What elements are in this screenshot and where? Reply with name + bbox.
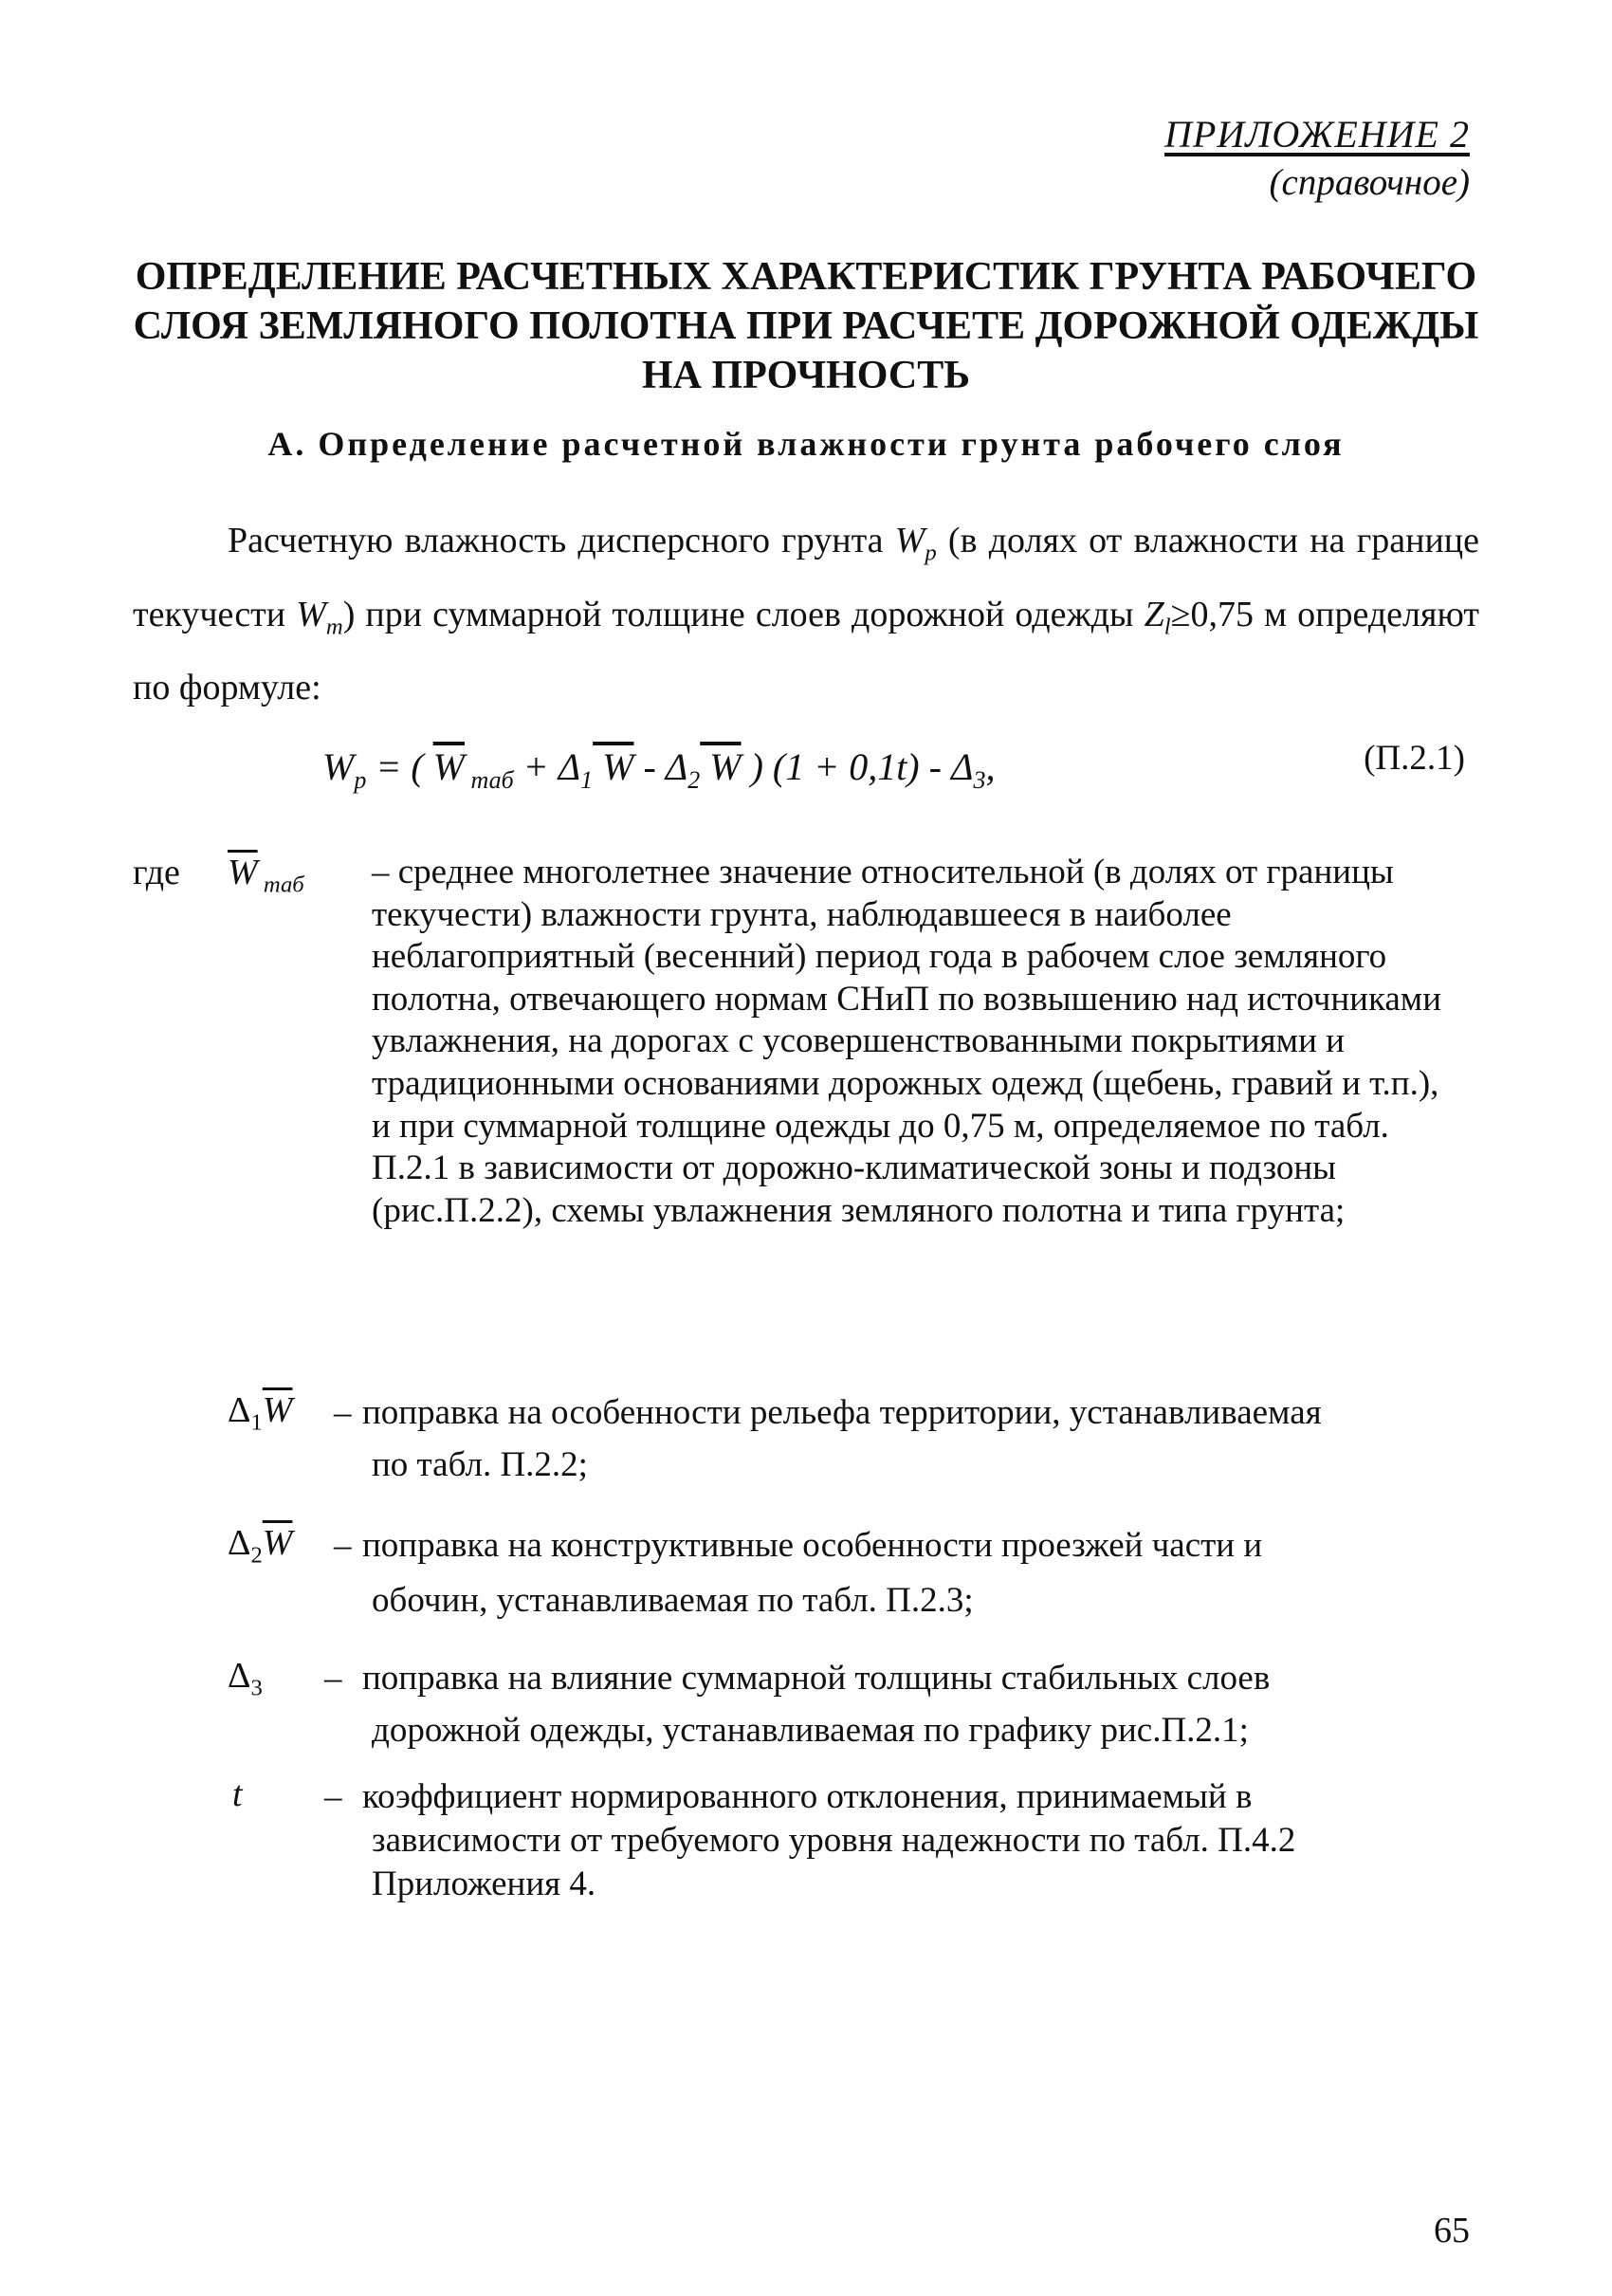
section-heading: А. Определение расчетной влажности грунта рабочего слоя — [267, 425, 1345, 463]
wp-symbol: $W_p$ — [894, 521, 937, 566]
page-title — [104, 252, 1508, 400]
delta1-text-2: по табл. П.2.2; — [372, 1445, 588, 1484]
delta3-symbol: $\Delta_3$ — [228, 1656, 263, 1701]
delta1-dash: – — [334, 1393, 352, 1432]
formula-number: (П.2.1) — [1364, 739, 1465, 778]
t-symbol: t — [232, 1774, 243, 1814]
intro-text-3: ) при суммарной толщине слоев дорожной одежды — [342, 594, 1145, 634]
page-number: 65 — [1434, 2211, 1470, 2250]
delta2-text-2: обочин, устанавливаемая по табл. П.2.3; — [372, 1581, 974, 1620]
delta2-text-1: поправка на конструктивные особенности проезжей части и — [362, 1526, 1263, 1565]
intro-text-1: Расчетную влажность дисперсного грунта — [228, 521, 895, 560]
delta1-text-1: поправка на особенности рельефа территории, устанавливаемая — [362, 1393, 1322, 1432]
title-line-2: СЛОЯ ЗЕМЛЯНОГО ПОЛОТНА ПРИ РАСЧЕТЕ ДОРОЖНОЙ ОДЕЖДЫ — [133, 304, 1479, 348]
formula: $W_p$ = ( $\overline{W}$ $_{таб} + \Delta_1$ W - $\Delta_2$ W ) $(1 + 0,1t) - \Delta_3$, — [322, 745, 996, 794]
t-text-3: Приложения 4. — [372, 1864, 596, 1903]
appendix-note: (справочное) — [1269, 162, 1470, 203]
w-tab-symbol: $\overline{W}$ $_{таб}$ — [228, 853, 304, 898]
delta3-dash: – — [324, 1659, 342, 1698]
intro-text-2: (в долях от влажности на границе текучести — [133, 521, 1479, 634]
where-label: где — [133, 853, 180, 892]
appendix-label: ПРИЛОЖЕНИЕ 2 — [1164, 113, 1470, 156]
title-line-3: НА ПРОЧНОСТЬ — [642, 354, 970, 397]
delta2-symbol: $\Delta_2\overline{W}$ — [228, 1523, 293, 1569]
delta1-symbol: $\Delta_1\overline{W}$ — [228, 1390, 293, 1436]
intro-paragraph — [133, 510, 1479, 718]
t-text-1: коэффициент нормированного отклонения, принимаемый в — [362, 1777, 1253, 1816]
t-text-2: зависимости от требуемого уровня надежности по табл. П.4.2 — [372, 1821, 1296, 1860]
title-line-1: ОПРЕДЕЛЕНИЕ РАСЧЕТНЫХ ХАРАКТЕРИСТИК ГРУНТА РАБОЧЕГО — [135, 255, 1477, 299]
delta3-text-1: поправка на влияние суммарной толщины стабильных слоев — [362, 1659, 1271, 1698]
intro-text-4: ≥0,75 м определяют по формуле: — [133, 594, 1479, 708]
t-dash: – — [324, 1777, 342, 1816]
z-symbol: $Z_l$ — [1144, 594, 1171, 640]
w-tab-definition: – среднее многолетнее значение относительной (в долях от границы текучести) влажности грунта, наблюдавшееся в наиболее неблагоприятный (весенний) период года в рабочем слое земляного полотна, отвечающего нормам СНиП по возвышению над источниками увлажнения, на дорогах с усовершенствованными покрытиями и традиционными основаниями дорожных одежд (щебень, гравий и т.п.), и при суммарной толщине одежды до 0,75 м, определяемое по табл. П.2.1 в зависимости от дорожно-климатической зоны и подзоны (рис.П.2.2), схемы увлажнения земляного полотна и типа грунта; — [372, 853, 1441, 1230]
delta2-dash: – — [334, 1526, 352, 1565]
wm-symbol: $W_m$ — [296, 594, 343, 640]
delta3-text-2: дорожной одежды, устанавливаемая по графику рис.П.2.1; — [372, 1711, 1249, 1750]
